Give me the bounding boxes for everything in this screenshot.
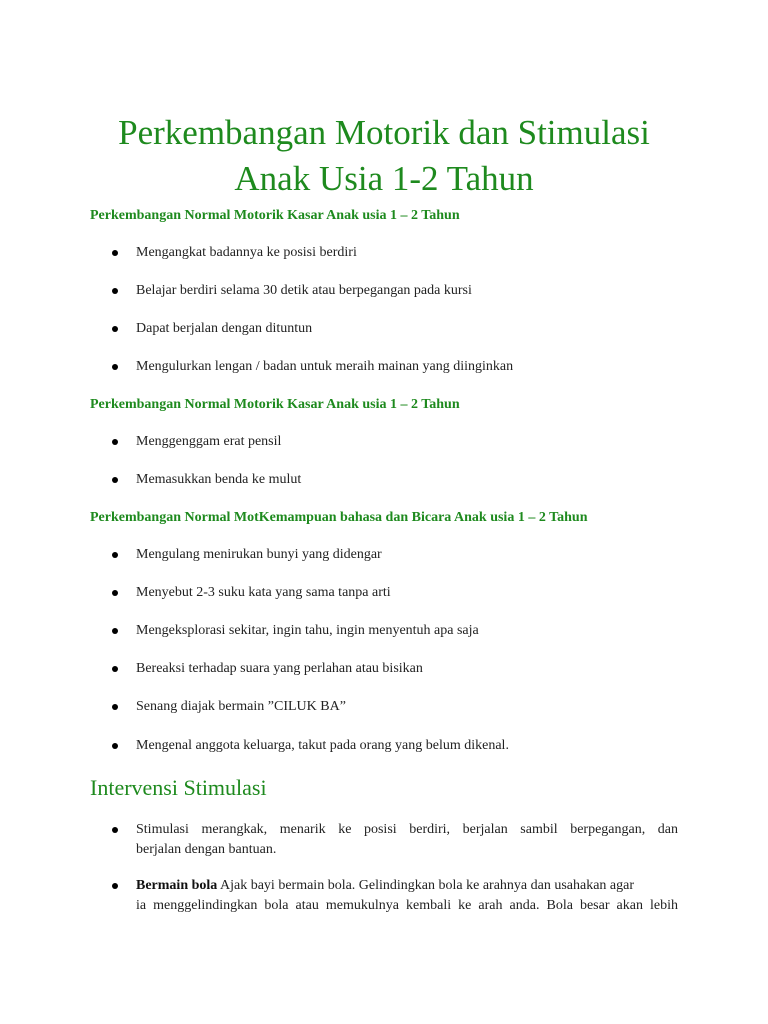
list-item: Dapat berjalan dengan dituntun [136, 319, 678, 339]
bullet-icon [112, 326, 118, 332]
list-item: Mengenal anggota keluarga, takut pada orang yang belum dikenal. [136, 736, 678, 756]
bullet-icon [112, 439, 118, 445]
intervensi-item-2-line-2: ia menggelindingkan bola atau memukulnya kembali ke arah anda. Bola besar akan lebih [136, 898, 678, 913]
section-heading-motorik-2: Perkembangan Normal Motorik Kasar Anak usia 1 – 2 Tahun [90, 397, 460, 412]
bullet-icon [112, 288, 118, 294]
bullet-icon [112, 250, 118, 256]
title-line-1: Perkembangan Motorik dan Stimulasi [118, 113, 650, 152]
list-item: Bereaksi terhadap suara yang perlahan atau bisikan [136, 659, 678, 679]
list-item: Mengangkat badannya ke posisi berdiri [136, 243, 678, 263]
section-heading-motorik-kasar: Perkembangan Normal Motorik Kasar Anak usia 1 – 2 Tahun [90, 208, 460, 223]
bullet-icon [112, 477, 118, 483]
title-line-2: Anak Usia 1-2 Tahun [234, 159, 534, 198]
intervensi-item-1-line-1: Stimulasi merangkak, menarik ke posisi berdiri, berjalan sambil berpegangan, dan [136, 822, 678, 837]
page-title [60, 110, 708, 202]
intervensi-heading: Intervensi Stimulasi [90, 775, 267, 800]
list-item: Mengeksplorasi sekitar, ingin tahu, ingin menyentuh apa saja [136, 621, 678, 641]
list-item: Menyebut 2-3 suku kata yang sama tanpa arti [136, 583, 678, 603]
list-item: Mengulurkan lengan / badan untuk meraih mainan yang diinginkan [136, 357, 678, 377]
section-heading-bahasa: Perkembangan Normal MotKemampuan bahasa dan Bicara Anak usia 1 – 2 Tahun [90, 510, 588, 525]
bullet-icon [112, 704, 118, 710]
bullet-icon [112, 364, 118, 370]
bullet-icon [112, 827, 118, 833]
list-item: Mengulang menirukan bunyi yang didengar [136, 545, 678, 565]
bullet-icon [112, 666, 118, 672]
list-item: Belajar berdiri selama 30 detik atau berpegangan pada kursi [136, 281, 678, 301]
intervensi-item-1-line-2: berjalan dengan bantuan. [136, 842, 277, 857]
bullet-icon [112, 552, 118, 558]
list-item [136, 820, 678, 860]
bullet-icon [112, 590, 118, 596]
list-item: Menggenggam erat pensil [136, 432, 678, 452]
list-item: Senang diajak bermain ”CILUK BA” [136, 697, 678, 717]
bermain-bola-label: Bermain bola [136, 878, 218, 893]
bullet-icon [112, 883, 118, 889]
list-item: Bermain bola Ajak bayi bermain bola. Gelindingkan bola ke arahnya dan usahakan agar ia menggelindingkan bola atau memukulnya kembali ke arah anda. Bola besar akan lebih [136, 876, 678, 916]
bullet-icon [112, 743, 118, 749]
list-item: Memasukkan benda ke mulut [136, 470, 678, 490]
bullet-icon [112, 628, 118, 634]
